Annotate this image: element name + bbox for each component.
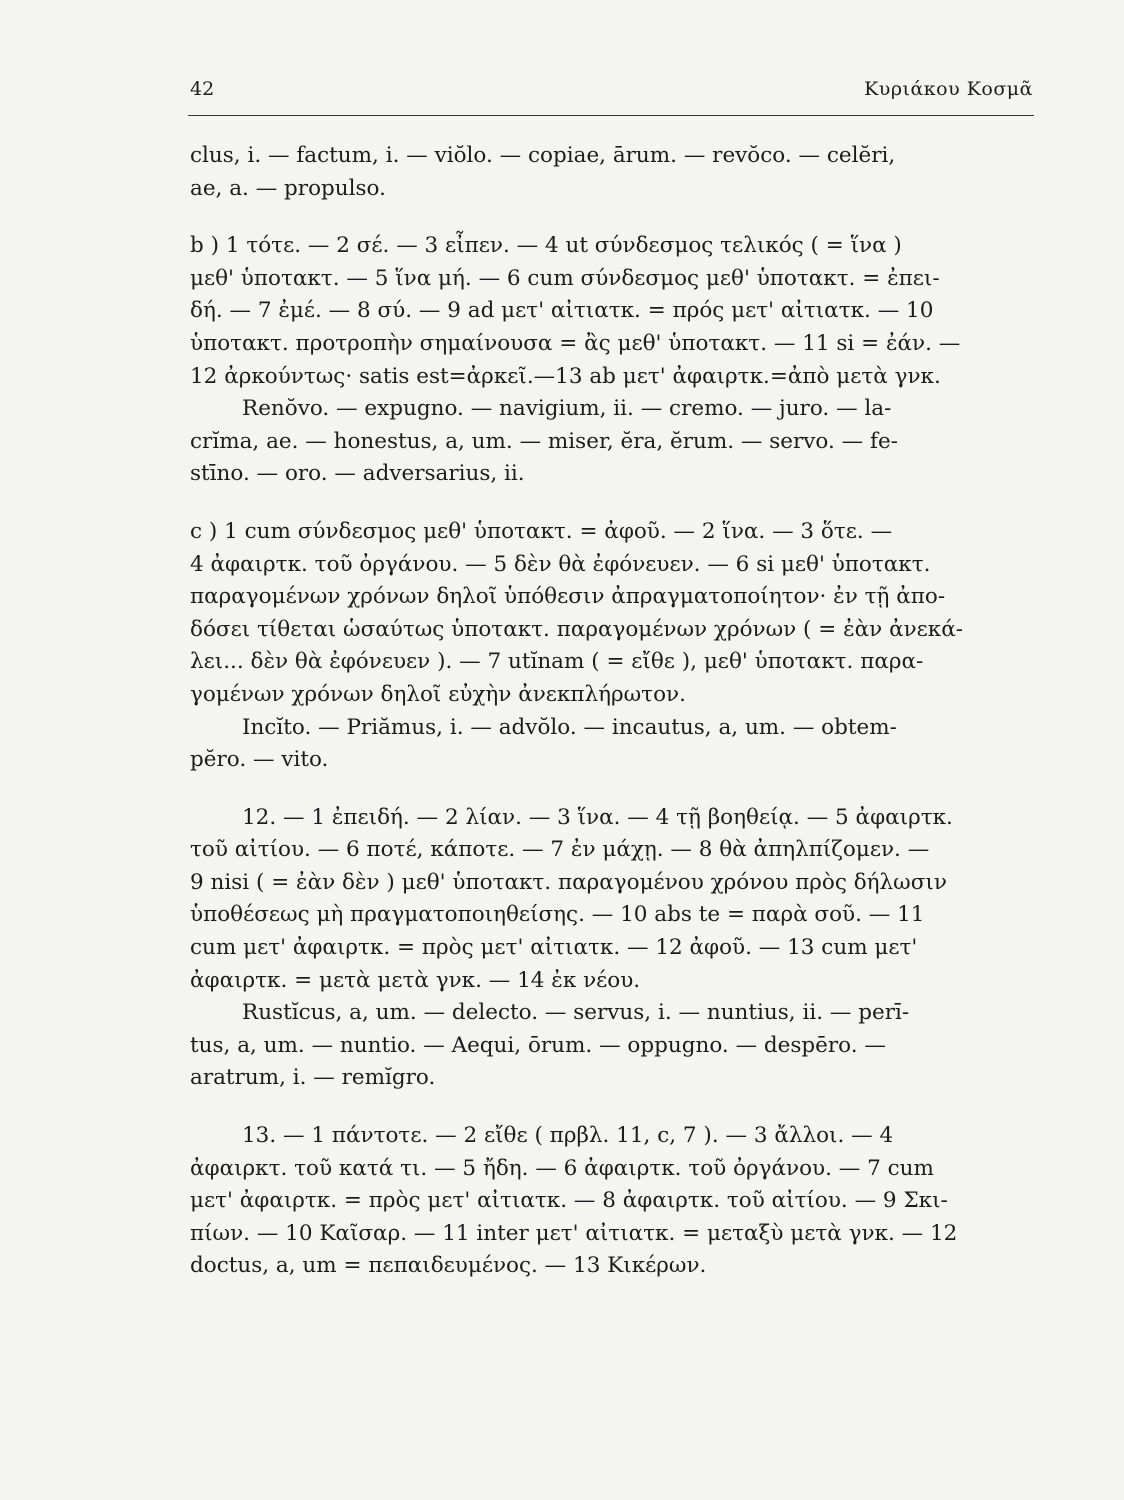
text-line: c ) 1 cum σύνδεσμος μεθ' ὑποτακτ. = ἀφοῦ. — 2 ἵνα. — 3 ὅτε. — [190,518,893,544]
text-line: ὑποτακτ. προτροπὴν σημαίνουσα = ἂς μεθ' ὑποτακτ. — 11 si = ἐάν. — [190,330,961,356]
header-rule [188,115,1034,116]
text-line: παραγομένων χρόνων δηλοῖ ὑπόθεσιν ἀπραγματοποίητον· ἐν τῇ ἀπο- [190,584,946,610]
page-number: 42 [190,78,215,100]
text-line: Renŏvo. — expugno. — navigium, ii. — cremo. — juro. — la- [242,396,892,422]
text-line: stīno. — oro. — adversarius, ii. [190,461,525,487]
text-line: δή. — 7 ἐμέ. — 8 σύ. — 9 ad μετ' αἰτιατκ. = πρός μετ' αἰτιατκ. — 10 [190,298,934,324]
paragraph-block-c [190,516,1034,777]
text-line: γομένων χρόνων δηλοῖ εὐχὴν ἀνεκπλήρωτον. [190,681,686,707]
text-line: μετ' ἀφαιρτκ. = πρὸς μετ' αἰτιατκ. — 8 ἀφαιρτκ. τοῦ αἰτίου. — 9 Σκι- [190,1188,948,1214]
text-line: doctus, a, um = πεπαιδευμένος. — 13 Κικέρων. [190,1253,707,1279]
paragraph-block-b [190,230,1034,491]
text-line: 12 ἀρκούντως· satis est=ἀρκεῖ.—13 ab μετ' ἀφαιρτκ.=ἀπὸ μετὰ γνκ. [190,363,941,389]
text-line: 13. — 1 πάντοτε. — 2 εἴθε ( πρβλ. 11, c, 7 ). — 3 ἄλλοι. — 4 [242,1123,894,1149]
text-line: pĕro. — vito. [190,747,329,773]
text-line: δόσει τίθεται ὡσαύτως ὑποτακτ. παραγομένων χρόνων ( = ἐὰν ἀνεκά- [190,616,964,642]
text-line: τοῦ αἰτίου. — 6 ποτέ, κάποτε. — 7 ἐν μάχῃ. — 8 θὰ ἀπηλπίζομεν. — [190,837,930,863]
text-line: Rustĭcus, a, um. — delecto. — servus, i. — nuntius, ii. — perī- [242,1000,910,1026]
text-line: 4 ἀφαιρτκ. τοῦ ὀργάνου. — 5 δὲν θὰ ἐφόνευεν. — 6 si μεθ' ὑποτακτ. [190,551,931,577]
text-line: ἀφαιρκτ. τοῦ κατά τι. — 5 ἤδη. — 6 ἀφαιρτκ. τοῦ ὀργάνου. — 7 cum [190,1155,934,1181]
text-line: tus, a, um. — nuntio. — Aequi, ōrum. — oppugno. — despēro. — [190,1032,886,1058]
text-line: aratrum, i. — remĭgro. [190,1065,436,1091]
text-line: crĭma, ae. — honestus, a, um. — miser, ĕra, ĕrum. — servo. — fe- [190,428,898,454]
text-line: λει... δὲν θὰ ἐφόνευεν ). — 7 utĭnam ( = εἴθε ), μεθ' ὑποτακτ. παρα- [190,649,924,675]
running-head: Κυριάκου Κοσμᾶ [864,78,1033,100]
text-line: ae, a. — propulso. [190,175,386,201]
text-line: b ) 1 τότε. — 2 σέ. — 3 εἶπεν. — 4 ut σύνδεσμος τελικός ( = ἵνα ) [190,233,902,259]
paragraph-block-12 [190,802,1034,1095]
text-line: 9 nisi ( = ἐὰν δὲν ) μεθ' ὑποτακτ. παραγομένου χρόνου πρὸς δήλωσιν [190,869,947,895]
text-line: μεθ' ὑποτακτ. — 5 ἵνα μή. — 6 cum σύνδεσμος μεθ' ὑποτακτ. = ἐπει- [190,265,940,291]
text-line: cum μετ' ἀφαιρτκ. = πρὸς μετ' αἰτιατκ. — 12 ἀφοῦ. — 13 cum μετ' [190,935,918,961]
text-line: ἀφαιρτκ. = μετὰ μετὰ γνκ. — 14 ἐκ νέου. [190,967,641,993]
paragraph-block-13 [190,1120,1034,1283]
page-body [190,140,1034,1283]
page-header [190,70,1033,100]
text-line: 12. — 1 ἐπειδή. — 2 λίαν. — 3 ἵνα. — 4 τῇ βοηθείᾳ. — 5 ἀφαιρτκ. [242,804,953,830]
text-line: Incĭto. — Priămus, i. — advŏlo. — incautus, a, um. — obtem- [242,714,897,740]
text-line: clus, i. — factum, i. — viŏlo. — copiae, ārum. — revŏco. — celĕri, [190,143,896,168]
text-line: ὑποθέσεως μὴ πραγματοποιηθείσης. — 10 abs te = παρὰ σοῦ. — 11 [190,902,925,928]
paragraph-block-1 [190,140,1034,205]
text-line: πίων. — 10 Καῖσαρ. — 11 inter μετ' αἰτιατκ. = μεταξὺ μετὰ γνκ. — 12 [190,1220,958,1246]
